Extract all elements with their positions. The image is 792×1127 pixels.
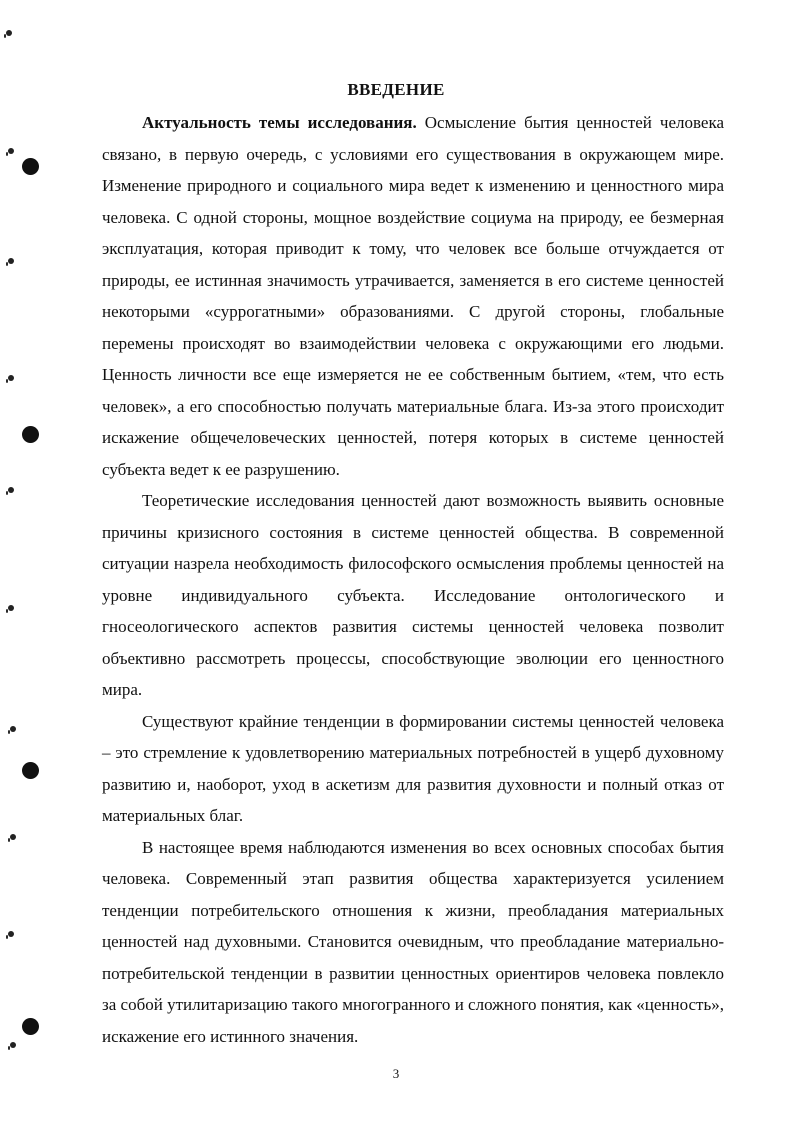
punch-hole — [22, 1018, 39, 1035]
page-number: 3 — [392, 1066, 400, 1081]
punch-hole — [22, 158, 39, 175]
scan-speck — [4, 28, 13, 38]
body-text — [102, 107, 724, 1052]
paragraph-text: Осмысление бытия ценностей человека связано, в первую очередь, с условиями его существования в окружающем мире. Изменение природного и социального мира ведет к изменению и ценностного мира человека. С одной стороны, мощное воздействие социума на природу, ее безмерная эксплуатация, которая приводит к тому, что человек все больше отчуждается от природы, ее истинная значимость утрачивается, заменяется в его системе ценностей некоторыми «суррогатными» образованиями. С другой стороны, глобальные перемены происходят во взаимодействии человека с окружающими его людьми. Ценность личности все еще измеряется не ее собственным бытием, «тем, что есть человек», а его способностью получать материальные блага. Из-за этого происходит искажение общечеловеческих ценностей, потеря которых в системе ценностей субъекта ведет к ее разрушению. — [102, 113, 725, 479]
scan-speck — [6, 256, 15, 266]
scan-speck — [6, 146, 15, 156]
scan-speck — [8, 832, 17, 842]
punch-hole — [22, 426, 39, 443]
paragraph-lead: Актуальность темы исследования. — [142, 113, 417, 132]
punch-hole — [22, 762, 39, 779]
page-title: ВВЕДЕНИЕ — [347, 80, 445, 99]
scan-speck — [6, 485, 15, 495]
paragraph — [102, 107, 724, 485]
scan-speck — [6, 603, 15, 613]
paragraph: Теоретические исследования ценностей дают возможность выявить основные причины кризисного состояния в системе ценностей общества. В современной ситуации назрела необходимость философского осмысления проблемы ценностей на уровне индивидуального субъекта. Исследование онтологического и гносеологического аспектов развития системы ценностей человека позволит объективно рассмотреть процессы, способствующие эволюции его ценностного мира. — [102, 491, 724, 699]
scan-speck — [8, 724, 17, 734]
scan-speck — [6, 929, 15, 939]
scan-speck — [6, 373, 15, 383]
paragraph: Существуют крайние тенденции в формировании системы ценностей человека – это стремление к удовлетворению материальных потребностей в ущерб духовному развитию и, наоборот, уход в аскетизм для развития духовности и полный отказ от материальных благ. — [102, 711, 724, 825]
paragraph: В настоящее время наблюдаются изменения во всех основных способах бытия человека. Современный этап развития общества характеризуется усилением тенденции потребительского отношения к жизни, преобладания материальных ценностей над духовными. Становится очевидным, что преобладание материально-потребительской тенденции в развитии ценностных ориентиров человека повлекло за собой утилитаризацию такого многогранного и сложного понятия, как «ценность», искажение его истинного значения. — [102, 837, 724, 1046]
scan-speck — [8, 1040, 17, 1050]
